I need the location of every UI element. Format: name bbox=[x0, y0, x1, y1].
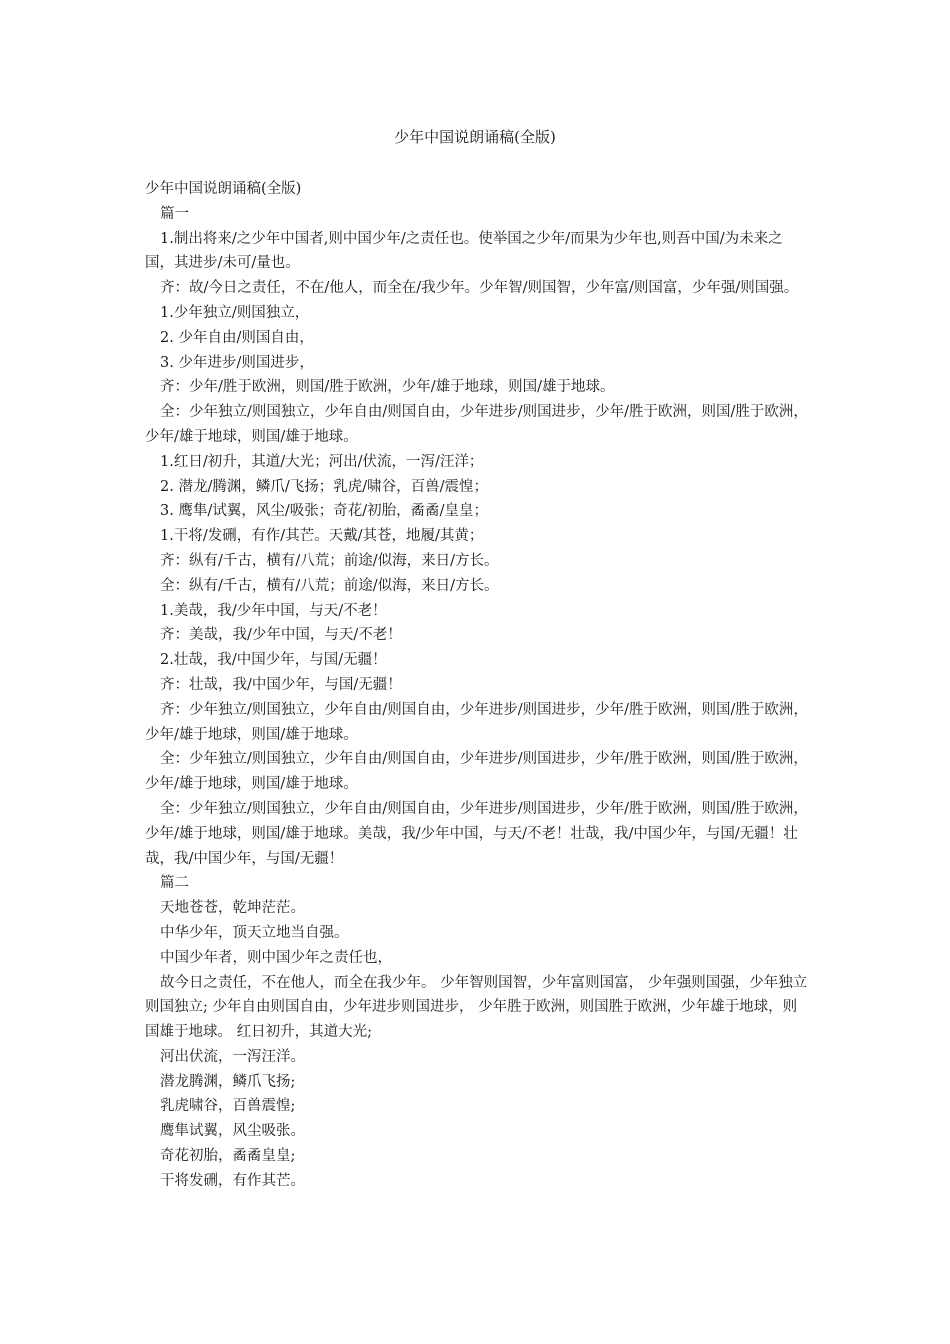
paragraph: 1.红日/初升，其道/大光；河出/伏流，一泻/汪洋； bbox=[160, 453, 484, 470]
paragraph: 天地苍苍，乾坤茫茫。 bbox=[160, 900, 305, 917]
paragraph: 1.干将/发硎，有作/其芒。天戴/其苍，地履/其黄； bbox=[160, 528, 484, 545]
document-heading: 少年中国说朗诵稿(全版) bbox=[145, 181, 302, 197]
paragraph: 乳虎啸谷，百兽震惶; bbox=[160, 1098, 296, 1115]
paragraph: 3. 鹰隼/试翼，风尘/吸张；奇花/初胎，矞矞/皇皇； bbox=[160, 503, 488, 520]
paragraph: 全：少年独立/则国独立，少年自由/则国自由，少年进步/则国进步，少年/胜于欧洲，则国/胜于欧洲，少年/雄于地球，则国/雄于地球。 bbox=[145, 751, 808, 793]
document-body bbox=[145, 177, 809, 1194]
document-title: 少年中国说朗诵稿(全版) bbox=[394, 128, 556, 146]
paragraph: 篇二 bbox=[160, 875, 189, 892]
paragraph: 齐：少年/胜于欧洲，则国/胜于欧洲，少年/雄于地球，则国/雄于地球。 bbox=[160, 379, 615, 396]
paragraph: 全：少年独立/则国独立，少年自由/则国自由，少年进步/则国进步，少年/胜于欧洲，则国/胜于欧洲，少年/雄于地球，则国/雄于地球。 bbox=[145, 404, 808, 445]
paragraph: 齐：故/今日之责任，不在/他人，而全在/我少年。少年智/则国智，少年富/则国富，少年强/则国强。 bbox=[160, 280, 799, 297]
paragraph: 齐：纵有/千古，横有/八荒；前途/似海，来日/方长。 bbox=[160, 552, 499, 569]
paragraph: 中华少年，顶天立地当自强。 bbox=[160, 924, 349, 941]
paragraph: 全：少年独立/则国独立，少年自由/则国自由，少年进步/则国进步，少年/胜于欧洲，则国/胜于欧洲，少年/雄于地球，则国/雄于地球。美哉，我/少年中国，与天/不老！壮哉，我/中国少年，与国/无疆！壮哉，我/中国少年，与国/无疆！ bbox=[145, 800, 808, 867]
paragraph: 1.少年独立/则国独立， bbox=[160, 304, 310, 321]
paragraph: 1.美哉，我/少年中国，与天/不老！ bbox=[160, 602, 387, 619]
paragraph: 齐：少年独立/则国独立，少年自由/则国自由，少年进步/则国进步，少年/胜于欧洲，则国/胜于欧洲，少年/雄于地球，则国/雄于地球。 bbox=[145, 701, 808, 743]
paragraph: 篇一 bbox=[160, 205, 189, 222]
paragraph: 3. 少年进步/则国进步， bbox=[160, 354, 314, 371]
paragraph: 2.壮哉，我/中国少年，与国/无疆！ bbox=[160, 652, 387, 669]
paragraph: 齐：壮哉，我/中国少年，与国/无疆！ bbox=[160, 676, 402, 693]
paragraph: 1.制出将来/之少年中国者,则中国少年/之责任也。使举国之少年/而果为少年也,则吾中国/为未来之国，其进步/未可/量也。 bbox=[145, 230, 783, 272]
paragraph: 全：纵有/千古，横有/八荒；前途/似海，来日/方长。 bbox=[160, 577, 499, 594]
paragraph: 河出伏流，一泻汪洋。 bbox=[160, 1048, 305, 1065]
paragraph: 奇花初胎，矞矞皇皇; bbox=[160, 1148, 296, 1165]
paragraph: 故今日之责任，不在他人，而全在我少年。 少年智则国智，少年富则国富， 少年强则国强，少年独立则国独立; 少年自由则国自由，少年进步则国进步， 少年胜于欧洲，则国胜于欧洲，少年雄于地球，则国雄于地球。 红日初升，其道大光; bbox=[145, 974, 808, 1041]
paragraph: 2. 潜龙/腾渊，鳞爪/飞扬；乳虎/啸谷，百兽/震惶； bbox=[160, 478, 488, 495]
paragraph: 干将发硎，有作其芒。 bbox=[160, 1172, 305, 1189]
paragraph: 中国少年者，则中国少年之责任也， bbox=[160, 949, 392, 966]
paragraph-list bbox=[145, 202, 809, 1194]
paragraph: 潜龙腾渊，鳞爪飞扬; bbox=[160, 1073, 296, 1090]
paragraph: 2. 少年自由/则国自由， bbox=[160, 329, 314, 346]
paragraph: 齐：美哉，我/少年中国，与天/不老！ bbox=[160, 627, 402, 644]
paragraph: 鹰隼试翼，风尘吸张。 bbox=[160, 1123, 305, 1140]
